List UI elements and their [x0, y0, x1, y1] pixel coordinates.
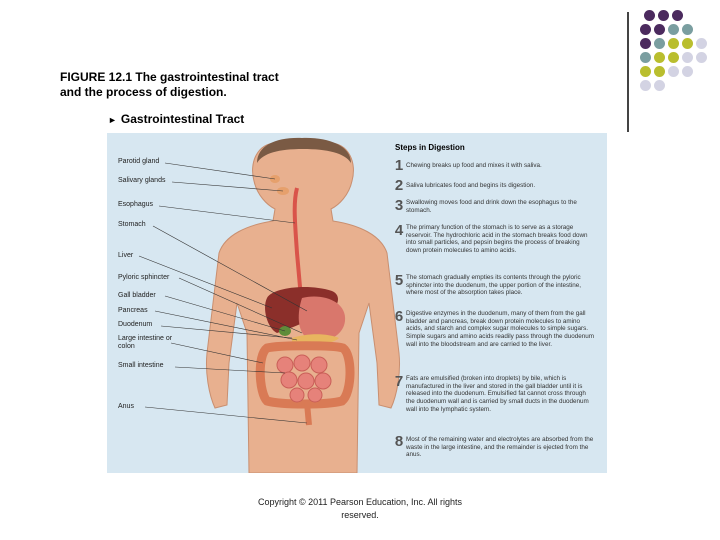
step-text: The stomach gradually empties its contents through the pyloric sphincter into the duodenum, the upper portion of the intestine, where most of the absorption takes place.	[406, 274, 582, 297]
decorative-dot	[654, 38, 665, 49]
step-text: Swallowing moves food and drink down the esophagus to the stomach.	[406, 199, 577, 214]
decorative-dot	[668, 52, 679, 63]
label-duodenum: Duodenum	[118, 321, 153, 328]
label-pancreas: Pancreas	[118, 307, 148, 314]
step-text: Digestive enzymes in the duodenum, many of them from the gall bladder and pancreas, break down protein molecules to amino acids, and starch and complex sugar molecules to simple sugars. Simple sugars and amino acids readily pass through the duodenum wall into the bloodstream and are carried to the liver.	[406, 310, 594, 348]
step-number: 8	[394, 433, 404, 450]
step-number: 7	[394, 373, 404, 390]
step-number: 1	[394, 157, 404, 174]
decorative-dot	[696, 38, 707, 49]
decorative-dot	[654, 80, 665, 91]
step-text: Fats are emulsified (broken into droplets) by bile, which is manufactured in the liver and stored in the gall bladder until it is released into the duodenum. Emulsified fat cannot cross through the duodenum wall and is carried by small ducts in the duodenum wall into the lymphatic system.	[406, 375, 589, 413]
decorative-dot	[640, 80, 651, 91]
decorative-dot	[640, 38, 651, 49]
decorative-divider-line	[627, 12, 629, 132]
decorative-dot	[640, 52, 651, 63]
label-large-intestine: Large intestine or colon	[118, 335, 173, 350]
figure-caption: FIGURE 12.1 The gastrointestinal tract and the process of digestion.	[60, 70, 279, 99]
decorative-dot	[696, 52, 707, 63]
section-title	[108, 112, 244, 126]
decorative-dot	[682, 38, 693, 49]
label-gall-bladder: Gall bladder	[118, 292, 156, 299]
step-text: The primary function of the stomach is to serve as a storage reservoir. The hydrochloric acid in the stomach breaks food down into small particles, and pepsin begins the process of breaking down protein molecules to amino acids.	[406, 224, 588, 255]
label-pyloric-sphincter: Pyloric sphincter	[118, 274, 170, 281]
label-anus: Anus	[118, 403, 134, 410]
triangle-bullet-icon: ►	[108, 115, 117, 125]
steps-heading: Steps in Digestion	[395, 143, 465, 152]
decorative-dot	[654, 24, 665, 35]
step-text: Saliva lubricates food and begins its digestion.	[406, 182, 536, 189]
label-salivary-glands: Salivary glands	[118, 177, 166, 184]
decorative-dot	[682, 24, 693, 35]
label-liver: Liver	[118, 252, 134, 259]
decorative-dot	[668, 24, 679, 35]
section-title-text: Gastrointestinal Tract	[120, 112, 245, 126]
decorative-dot	[672, 10, 683, 21]
step-number: 6	[394, 308, 404, 325]
decorative-dot	[658, 10, 669, 21]
step-number: 3	[394, 197, 404, 214]
decorative-dot	[682, 66, 693, 77]
label-esophagus: Esophagus	[118, 201, 154, 208]
rectum-shape	[307, 403, 309, 425]
step-number: 4	[394, 222, 404, 239]
decorative-dot-grid	[640, 10, 720, 120]
decorative-dot	[640, 66, 651, 77]
step-text: Chewing breaks up food and mixes it with saliva.	[406, 162, 542, 169]
label-parotid-gland: Parotid gland	[118, 158, 160, 165]
decorative-dot	[668, 38, 679, 49]
step-text: Most of the remaining water and electrolytes are absorbed from the waste in the large intestine, and the remainder is ejected from the anus.	[406, 436, 594, 459]
step-number: 2	[394, 177, 404, 194]
decorative-dot	[654, 66, 665, 77]
copyright-notice: Copyright © 2011 Pearson Education, Inc. All rights reserved.	[257, 497, 463, 520]
decorative-dot	[654, 52, 665, 63]
step-number: 5	[394, 272, 404, 289]
decorative-dot	[640, 24, 651, 35]
decorative-dot	[644, 10, 655, 21]
decorative-dot	[668, 66, 679, 77]
decorative-dot	[682, 52, 693, 63]
label-small-intestine: Small intestine	[118, 362, 164, 369]
label-stomach: Stomach	[118, 221, 146, 228]
